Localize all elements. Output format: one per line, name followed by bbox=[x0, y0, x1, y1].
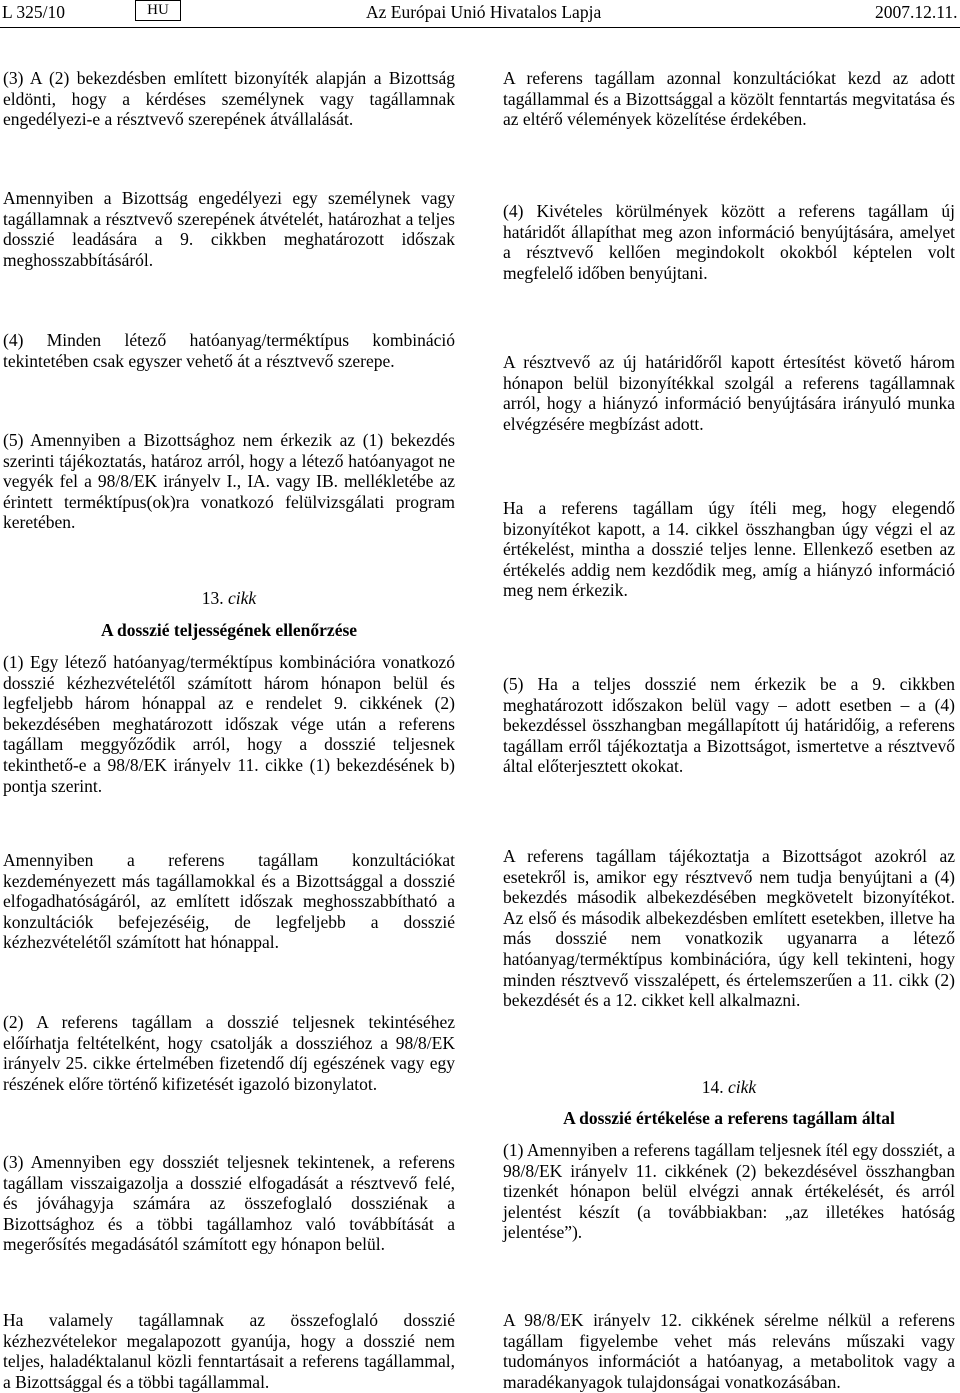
article-14-word: cikk bbox=[728, 1077, 757, 1097]
article-13-title: A dosszié teljességének ellenőrzése bbox=[100, 620, 358, 640]
right-paragraph-2: (4) Kivételes körülmények között a referens tagállam új határidőt állapíthat meg azon információ benyújtására, amelyet a résztvevő kellően megindokolt okokból képtelen volt megfelelő időben benyújtani. bbox=[503, 201, 955, 283]
page-reference: L 325/10 bbox=[2, 2, 66, 22]
journal-title: Az Európai Unió Hivatalos Lapja bbox=[366, 2, 602, 22]
article-13-number bbox=[3, 588, 455, 609]
article-13-word: cikk bbox=[228, 588, 257, 608]
left-paragraph-1: (3) A (2) bekezdésben említett bizonyíték alapján a Bizottság eldönti, hogy a kérdéses személynek vagy tagállamnak engedélyezi-e a résztvevő szerepének átvállalását. bbox=[3, 68, 455, 130]
header-rule bbox=[0, 27, 960, 28]
right-paragraph-1: A referens tagállam azonnal konzultációkat kezd az adott tagállammal és a Bizottsággal a közölt fenntartás megvitatása és az eltérő vélemények közelítése érdekében. bbox=[503, 68, 955, 130]
publication-date: 2007.12.11. bbox=[875, 2, 958, 22]
article-14-num: 14. bbox=[701, 1077, 724, 1097]
left-paragraph-7: (2) A referens tagállam a dosszié teljesnek tekintéséhez előírhatja feltételként, hogy csatolják a dossziéhoz a 98/8/EK irányelv 25. cikke értelmében fizetendő díj egészének vagy egy részének előre történő kifizetését igazoló bizonylatot. bbox=[3, 1012, 455, 1094]
left-paragraph-2: Amennyiben a Bizottság engedélyezi egy személynek vagy tagállamnak a résztvevő szerepének átvételét, határozhat a teljes dosszié leadására a 9. cikkben meghatározott időszak meghosszabbításáról. bbox=[3, 188, 455, 270]
left-paragraph-3: (4) Minden létező hatóanyag/terméktípus kombináció tekintetében csak egyszer vehető át a résztvevő szerepe. bbox=[3, 330, 455, 371]
right-paragraph-8: A 98/8/EK irányelv 12. cikkének sérelme nélkül a referens tagállam figyelembe vehet más releváns műszaki vagy tudományos információt a hatóanyag, a metabolitok vagy a maradékanyagok tulajdonságai vonatkozásában. bbox=[503, 1310, 955, 1392]
right-paragraph-6: A referens tagállam tájékoztatja a Bizottságot azokról az esetekről is, amikor egy résztvevő nem tudja benyújtani a (4) bekezdés második albekezdésében megkövetelt bizonyítékot. Az első és második albekezdésben említett esetekben, illetve ha más dosszié nem vonatkozik ugyanarra a létező hatóanyag/terméktípus kombinációra, úgy kell tekinteni, hogy minden résztvevő visszalépett, és értelemszerűen a 11. cikk (2) bekezdését és a 12. cikket kell alkalmazni. bbox=[503, 846, 955, 1011]
article-14-title: A dosszié értékelése a referens tagállam által bbox=[563, 1108, 895, 1128]
language-badge: HU bbox=[135, 0, 181, 21]
left-paragraph-9: Ha valamely tagállamnak az összefoglaló dosszié kézhezvételekor megalapozott gyanúja, hogy a dosszié nem teljes, haladéktalanul közli fenntartásait a referens tagállammal, a Bizottsággal és a többi tagállammal. bbox=[3, 1310, 455, 1392]
right-paragraph-5: (5) Ha a teljes dosszié nem érkezik be a 9. cikkben meghatározott időszakon belül vagy – adott esetben – a (4) bekezdéssel összhangban megállapított új határidőig, a referens tagállam erről tájékoztatja a Bizottságot, ismertetve a résztvevő által előterjesztett okokat. bbox=[503, 674, 955, 777]
left-paragraph-6: Amennyiben a referens tagállam konzultációkat kezdeményezett más tagállamokkal és a Bizottsággal a dosszié elfogadhatóságáról, az említett időszak meghosszabbítható a konzultációk befejezéséig, de legfeljebb a dosszié kézhezvételétől számított hat hónappal. bbox=[3, 850, 455, 953]
right-paragraph-4: Ha a referens tagállam úgy ítéli meg, hogy elegendő bizonyítékot kapott, a 14. cikkel összhangban úgy végzi el az értékelést, mintha a dosszié teljes lenne. Ellenkező esetben az értékelés addig nem kezdődik meg, amíg a hiányzó információ meg nem érkezik. bbox=[503, 498, 955, 601]
left-paragraph-5: (1) Egy létező hatóanyag/terméktípus kombinációra vonatkozó dosszié kézhezvételétől számított három hónapon belül és legfeljebb három hónappal az e rendelet 9. cikkének (2) bekezdésében meghatározott időszak vége után a referens tagállam meggyőződik arról, hogy a dosszié teljesnek tekinthető-e a 98/8/EK irányelv 11. cikke (1) bekezdésének b) pontja szerint. bbox=[3, 652, 455, 796]
left-paragraph-4: (5) Amennyiben a Bizottsághoz nem érkezik az (1) bekezdés szerinti tájékoztatás, határoz arról, hogy a létező hatóanyagot ne vegyék fel a 98/8/EK irányelv I., IA. vagy IB. mellékletébe az érintett terméktípus(ok)ra vonatkozó felülvizsgálati program keretében. bbox=[3, 430, 455, 533]
article-14-number bbox=[503, 1077, 955, 1098]
article-13-num: 13. bbox=[201, 588, 224, 608]
left-paragraph-8: (3) Amennyiben egy dossziét teljesnek tekintenek, a referens tagállam visszaigazolja a dosszié elfogadását a résztvevő felé, és jóváhagyja számára az összefoglaló dossziénak a Bizottsághoz és a többi tagállamhoz való továbbítását a megerősítés megadásától számított egy hónapon belül. bbox=[3, 1152, 455, 1255]
right-paragraph-3: A résztvevő az új határidőről kapott értesítést követő három hónapon belül bizonyítékkal szolgál a referens tagállamnak arról, hogy a hiányzó információ benyújtására irányuló munka elvégzésére megbízást adott. bbox=[503, 352, 955, 434]
right-paragraph-7: (1) Amennyiben a referens tagállam teljesnek ítél egy dossziét, a 98/8/EK irányelv 11. cikkének (2) bekezdésével összhangban tizenkét hónapon belül elvégzi annak értékelését, és arról jelentést készít (a továbbiakban: „az illetékes hatóság jelentése”). bbox=[503, 1140, 955, 1243]
